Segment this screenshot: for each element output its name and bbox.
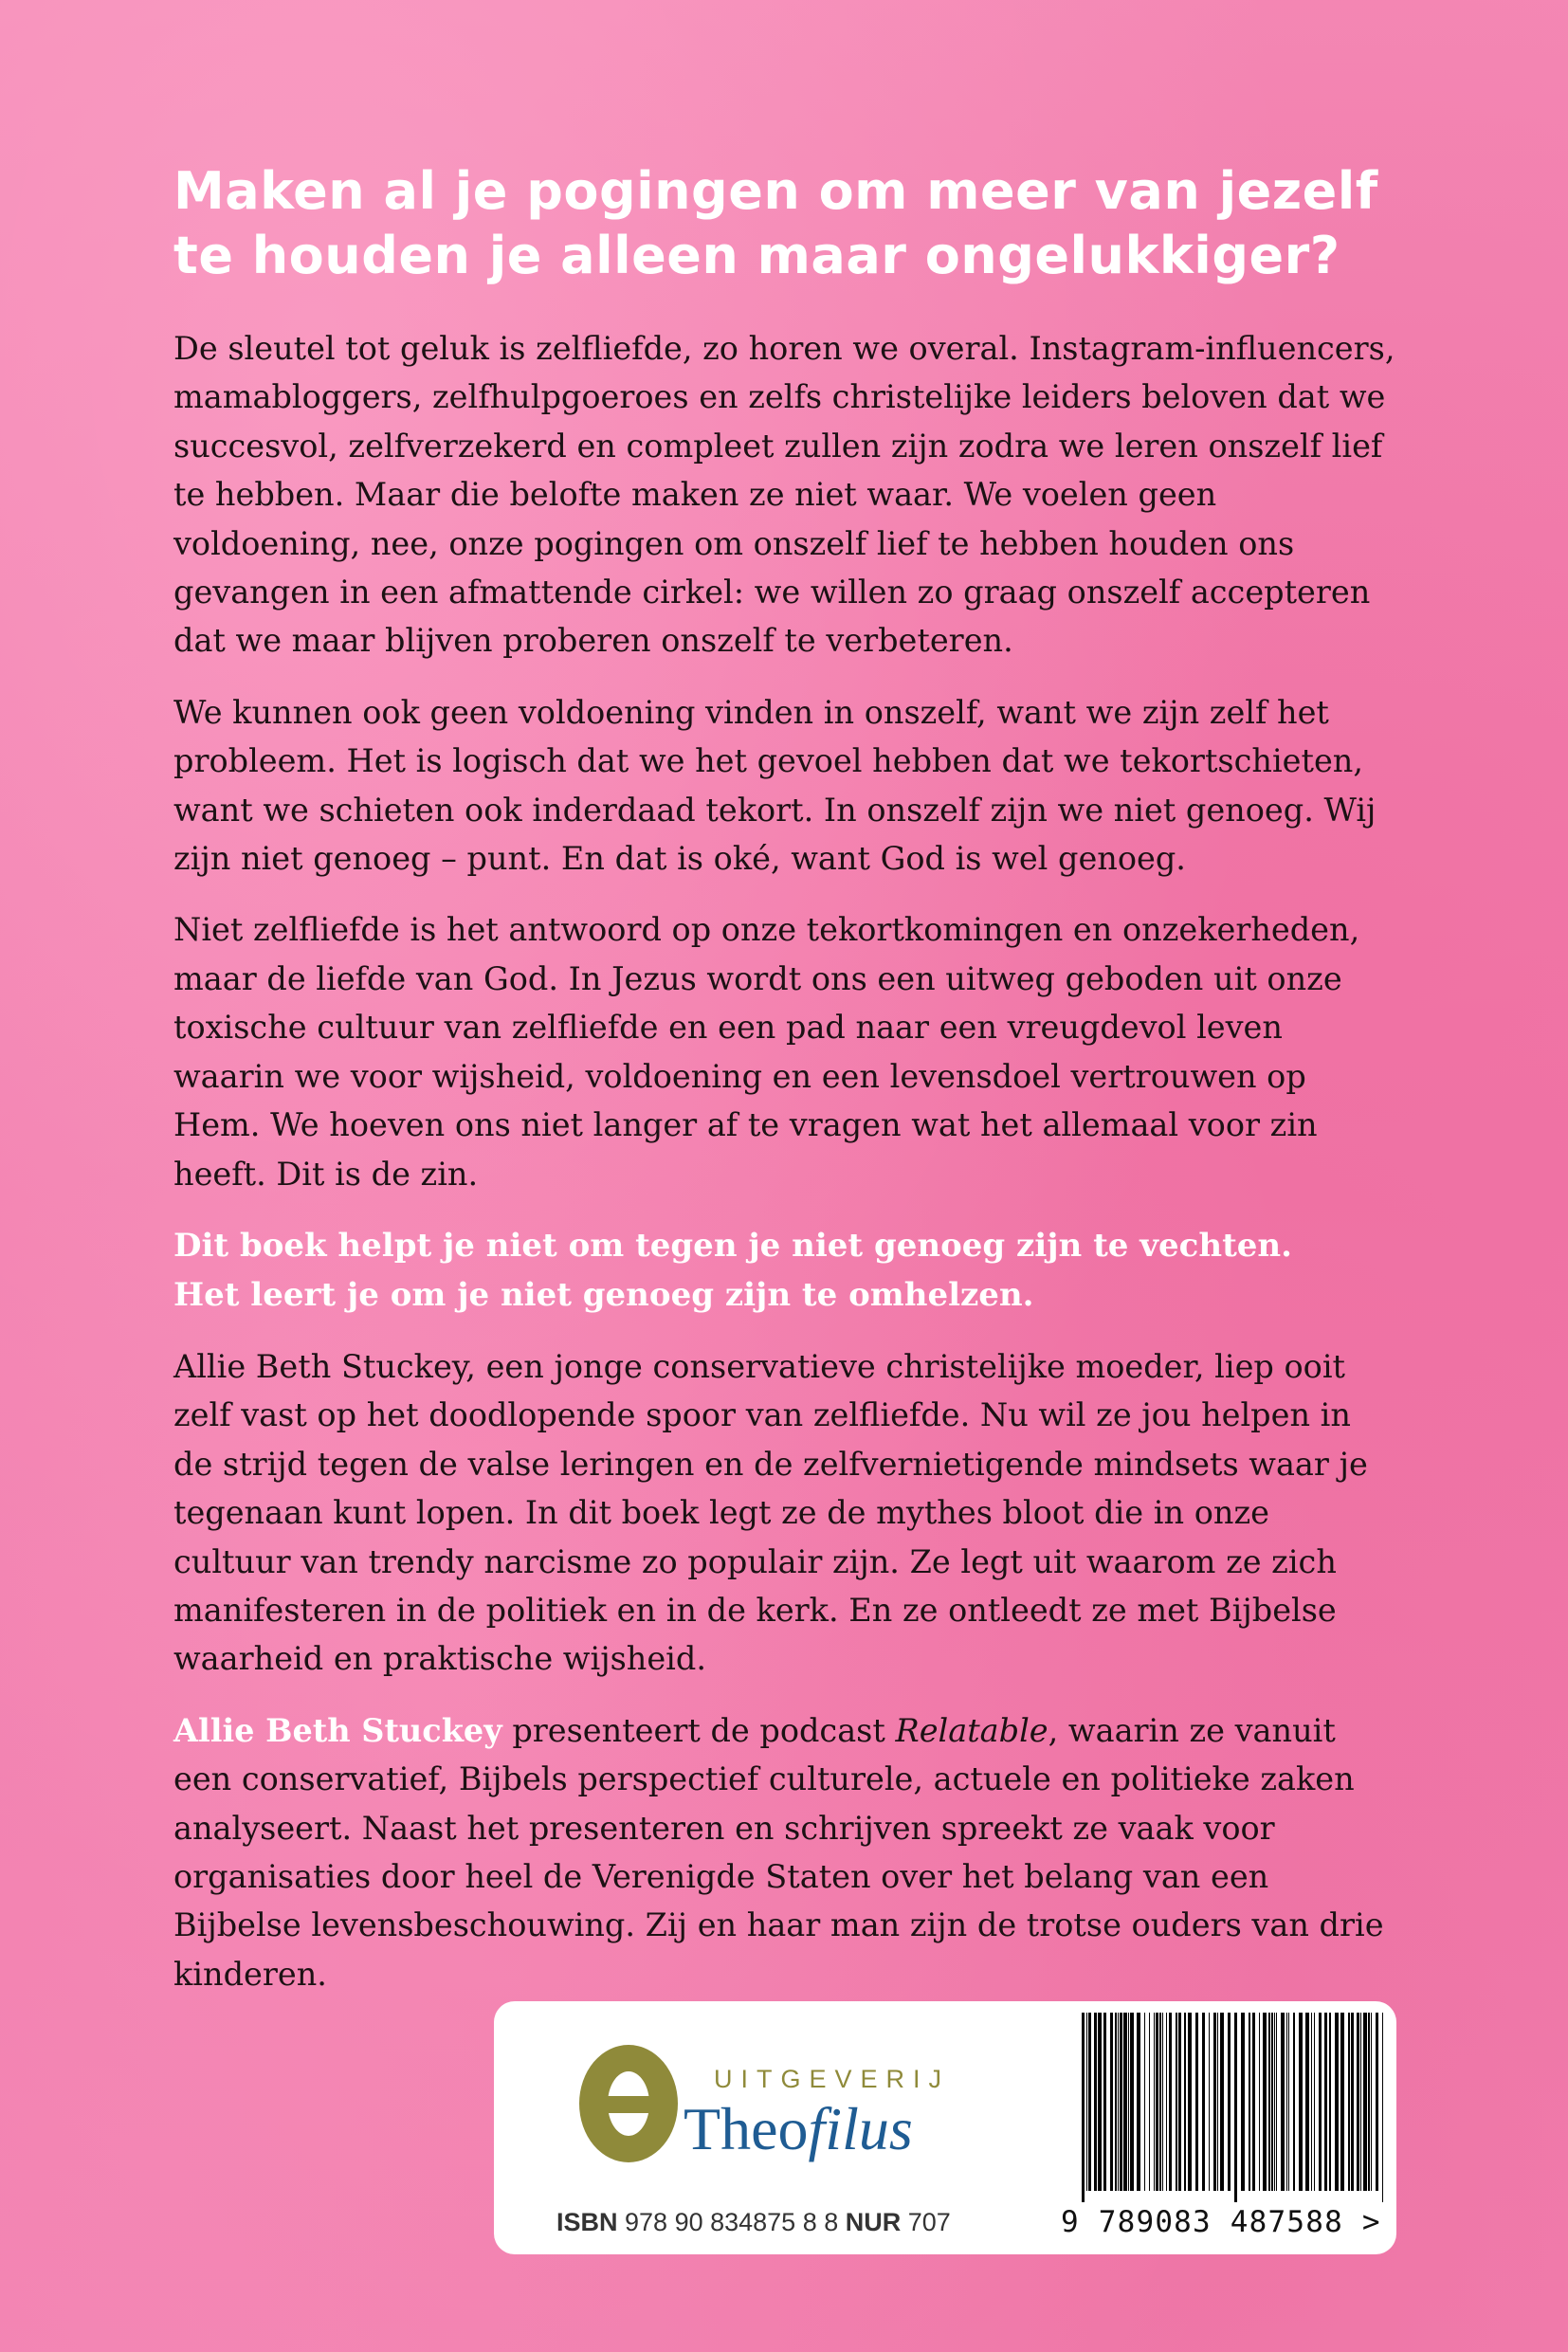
isbn-line <box>556 2208 951 2237</box>
barcode-bar <box>1220 2013 1224 2191</box>
cover-text <box>173 159 1396 2021</box>
barcode-bar <box>1351 2013 1354 2191</box>
barcode-bar <box>1357 2013 1359 2191</box>
barcode-bar <box>1241 2013 1245 2191</box>
barcode-bar <box>1368 2013 1370 2191</box>
isbn-label: ISBN <box>556 2208 618 2236</box>
barcode-bar <box>1082 2013 1085 2202</box>
barcode-bar <box>1169 2013 1172 2191</box>
podcast-title: Relatable <box>895 1711 1048 1749</box>
barcode-bar <box>1166 2013 1167 2191</box>
barcode-bar <box>1259 2013 1260 2191</box>
barcode-bar <box>1202 2013 1205 2191</box>
barcode-bar <box>1176 2013 1177 2191</box>
barcode-bar <box>1371 2013 1372 2191</box>
barcode-icon <box>1080 2013 1388 2202</box>
author-paragraph: Allie Beth Stuckey, een jonge conservatieve christelijke moeder, liep ooit zelf vast op het doodlopende spoor van zelfliefde. Nu wil ze jou helpen in de strijd tegen de valse leringen en de zelfvernietigende mindsets waar je tegenaan kunt lopen. In dit boek legt ze de mythes bloot die in onze cultuur van trendy narcisme zo populair zijn. Ze legt uit waarom ze zich manifesteren in de politiek en in de kerk. En ze ontleedt ze met Bijbelse waarheid en praktische wijsheid. <box>173 1347 1368 1678</box>
publisher-name <box>684 2096 913 2162</box>
barcode-bar <box>1234 2013 1237 2202</box>
barcode-digits: 9 789083 487588 > <box>1061 2205 1381 2239</box>
barcode-bar <box>1376 2013 1378 2191</box>
barcode-bar <box>1288 2013 1289 2191</box>
nur-label: NUR <box>845 2208 902 2236</box>
barcode-bar <box>1329 2013 1331 2191</box>
publisher-panel <box>494 2001 1396 2254</box>
barcode-bar <box>1276 2013 1277 2191</box>
bio-text-1: presenteert de podcast <box>501 1711 896 1749</box>
nur-value: 707 <box>901 2208 951 2236</box>
barcode-bar <box>1137 2013 1140 2191</box>
barcode-bar <box>1293 2013 1295 2191</box>
barcode-bar <box>1281 2013 1285 2191</box>
answer-paragraph: Niet zelfliefde is het antwoord op onze tekortkomingen en onzekerheden, maar de liefde van God. In Jezus wordt ons een uitweg geboden uit onze toxische cultuur van zelfliefde en een pad naar een vreugdevol leven waarin we voor wijsheid, voldoening en een levensdoel vertrouwen op Hem. We hoeven ons niet langer af te vragen wat het allemaal voor zin heeft. Dit is de zin. <box>173 911 1360 1193</box>
barcode-bar <box>1209 2013 1210 2191</box>
tagline <box>173 1221 1396 1320</box>
barcode-bar <box>1118 2013 1119 2191</box>
barcode-bar <box>1274 2013 1275 2191</box>
tagline-line-1: Dit boek helpt je niet om tegen je niet genoeg zijn te vechten. <box>173 1226 1292 1265</box>
barcode-bar <box>1348 2013 1350 2191</box>
barcode-bar <box>1188 2013 1192 2191</box>
barcode-bar <box>1149 2013 1150 2191</box>
barcode-bar <box>1268 2013 1270 2191</box>
barcode-bar <box>1319 2013 1322 2191</box>
barcode-bar <box>1098 2013 1102 2191</box>
isbn-value: 978 90 834875 8 8 <box>617 2208 846 2236</box>
barcode-bar <box>1110 2013 1113 2191</box>
publisher-label: UITGEVERIJ <box>714 2065 951 2093</box>
intro-paragraph: De sleutel tot geluk is zelfliefde, zo horen we overal. Instagram-influencers, mamabloggers, zelfhulpgoeroes en zelfs christelijke leiders beloven dat we succesvol, zelfverzekerd en compleet zullen zijn zodra we leren onszelf lief te hebben. Maar die belofte maken ze niet waar. We voelen geen voldoening, nee, onze pogingen om onszelf lief te hebben houden ons gevangen in een afmattende cirkel: we willen zo graag onszelf accepteren dat we maar blijven proberen onszelf te verbeteren. <box>173 330 1395 660</box>
bio-text-2: , waarin ze vanuit een conservatief, Bijbels perspectief culturele, actuele en politieke zaken analyseert. Naast het presenteren en schrijven spreekt ze vaak voor organisaties door heel de Verenigde Staten over het belang van een Bijbelse levensbeschouwing. Zij en haar man zijn de trotse ouders van drie kinderen. <box>173 1711 1384 1993</box>
barcode-bar <box>1184 2013 1186 2191</box>
author-bio <box>173 1706 1396 1998</box>
barcode-bar <box>1154 2013 1155 2191</box>
barcode-bar <box>1130 2013 1134 2191</box>
barcode-bar <box>1335 2013 1339 2191</box>
barcode-bar <box>1178 2013 1181 2191</box>
headline-line-2: te houden je alleen maar ongelukkiger? <box>173 226 1340 285</box>
barcode-bar <box>1382 2013 1383 2202</box>
theta-logo-icon <box>579 2045 678 2162</box>
headline-line-1: Maken al je pogingen om meer van jezelf <box>173 161 1378 221</box>
barcode-bar <box>1086 2013 1087 2191</box>
barcode-bar <box>1305 2013 1309 2191</box>
tagline-line-2: Het leert je om je niet genoeg zijn te omhelzen. <box>173 1275 1034 1314</box>
barcode-bar <box>1363 2013 1367 2191</box>
barcode-bar <box>1311 2013 1312 2191</box>
barcode-bar <box>1271 2013 1273 2191</box>
barcode-bar <box>1213 2013 1216 2191</box>
publisher-name-italic: filus <box>808 2095 913 2162</box>
barcode-bar <box>1128 2013 1129 2191</box>
author-name: Allie Beth Stuckey <box>173 1711 502 1749</box>
barcode-bar <box>1120 2013 1122 2191</box>
barcode-bar <box>1103 2013 1106 2191</box>
barcode-bar <box>1162 2013 1163 2191</box>
headline <box>173 159 1396 288</box>
barcode-bar <box>1360 2013 1361 2191</box>
barcode-bar <box>1252 2013 1255 2191</box>
barcode-bar <box>1324 2013 1327 2191</box>
barcode-bar <box>1263 2013 1267 2191</box>
barcode-bar <box>1340 2013 1344 2191</box>
barcode-bar <box>1195 2013 1198 2191</box>
barcode-bar <box>1115 2013 1117 2191</box>
barcode-bar <box>1314 2013 1315 2191</box>
barcode-bar <box>1217 2013 1218 2191</box>
barcode-bar <box>1088 2013 1091 2191</box>
barcode-bar <box>1156 2013 1158 2191</box>
barcode-bar <box>1249 2013 1250 2191</box>
barcode-bar <box>1299 2013 1303 2191</box>
problem-paragraph: We kunnen ook geen voldoening vinden in onszelf, want we zijn zelf het probleem. Het is logisch dat we het gevoel hebben dat we tekortschieten, want we schieten ook inderdaad tekort. In onszelf zijn we niet genoeg. Wij zijn niet genoeg – punt. En dat is oké, want God is wel genoeg. <box>173 693 1377 878</box>
barcode-bar <box>1159 2013 1161 2191</box>
publisher-name-regular: Theo <box>684 2095 809 2162</box>
barcode-bar <box>1144 2013 1145 2191</box>
barcode-bar <box>1094 2013 1097 2191</box>
barcode-bar <box>1228 2013 1231 2191</box>
barcode-bar <box>1123 2013 1127 2191</box>
barcode-bar <box>1286 2013 1287 2191</box>
